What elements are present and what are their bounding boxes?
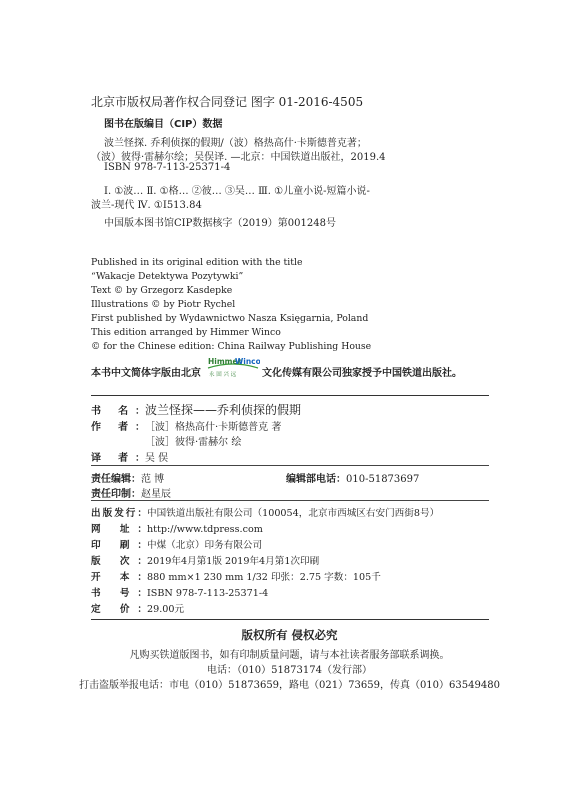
english-line-3: Text © by Grzegorz Kasdepke [91,285,233,296]
english-line-1: Published in its original edition with the title [91,257,303,268]
pub-value: 中煤（北京）印务有限公司 [147,540,263,551]
logo-en-1: Himmer [208,357,242,366]
license-text-before: 本书中文简体字版由北京 [91,368,201,379]
translator: 吴 俣 [145,453,169,464]
english-line-4: Illustrations © by Piotr Rychel [91,299,236,310]
english-line-6: This edition arranged by Himmer Winco [91,327,281,338]
book-title-row [91,401,301,418]
pub-label: 书 号： [91,588,147,599]
print-supervisor: 赵星辰 [141,489,171,500]
rights-line-2: 电话：（010）51873174（发行部） [207,665,372,676]
divider-bottom [91,619,489,620]
pub-label: 网 址： [91,524,147,535]
pub-value: http://www.tdpress.com [147,524,263,535]
pub-row [91,537,262,551]
pub-row [91,553,319,567]
pub-label: 版 次： [91,556,147,567]
logo-cn: 永 固 兴 远 [209,372,237,378]
pub-label: 定 价： [91,604,147,615]
illustrator: ［波］彼得·雷赫尔 绘 [145,437,242,448]
pub-row [91,601,184,615]
cip-line-2: （波）彼得·雷赫尔绘；吴俣译. —北京：中国铁道出版社，2019.4 [91,152,386,163]
english-line-5: First published by Wydawnictwo Nasza Księgarnia, Poland [91,313,369,324]
print-supervisor-row [91,485,171,500]
translator-row [91,449,168,464]
pub-row [91,521,263,535]
cip-classification-1: Ⅰ. ①波… Ⅱ. ①格… ②彼… ③吴… Ⅲ. ①儿童小说-短篇小说- [104,186,370,197]
pub-label: 印 刷： [91,540,147,551]
phone-label: 编辑部电话： [286,474,346,485]
english-line-2: “Wakacje Detektywa Pozytywki” [91,271,244,282]
logo-en-2: Winco [235,357,260,366]
cip-line-1: 波兰怪探. 乔利侦探的假期/（波）格热高什·卡斯德普克著； [104,138,367,149]
pub-row [91,585,268,599]
cip-isbn: ISBN 978-7-113-25371-4 [104,162,231,173]
phone-row [286,470,419,485]
divider-2 [91,465,489,466]
pub-row [91,505,439,519]
author-row [91,418,281,433]
print-supervisor-label: 责任印制： [91,489,141,500]
editor-label: 责任编辑： [91,474,141,485]
book-title-label: 书 名： [91,406,145,417]
pub-row [91,569,381,583]
cip-classification-2: 波兰-现代 Ⅳ. ①I513.84 [91,200,202,211]
pub-value: ISBN 978-7-113-25371-4 [147,588,269,599]
pub-value: 29.00元 [147,604,185,615]
pub-value: 2019年4月第1版 2019年4月第1次印刷 [147,556,320,567]
phone: 010-51873697 [346,474,420,485]
book-title: 波兰怪探——乔利侦探的假期 [145,403,302,417]
logo-icon [206,356,260,378]
translator-label: 译 者： [91,453,145,464]
pub-label: 出版发行： [91,508,147,519]
pub-value: 中国铁道出版社有限公司（100054，北京市西城区右安门西街8号） [147,508,440,519]
himmer-winco-logo [206,356,260,378]
rights-line-3: 打击盗版举报电话：市电（010）51873659，路电（021）73659，传真（010）63549480 [79,680,500,691]
license-text-after: 文化传媒有限公司独家授予中国铁道出版社。 [262,368,462,379]
author-label: 作 者： [91,422,145,433]
editor: 范 博 [141,474,165,485]
pub-label: 开 本： [91,572,147,583]
divider-top [91,395,489,396]
author: ［波］格热高什·卡斯德普克 著 [145,422,282,433]
english-line-7: © for the Chinese edition: China Railway Publishing House [91,341,372,352]
rights-heading: 版权所有 侵权必究 [241,628,338,642]
divider-3 [91,500,489,501]
editor-row [91,470,164,485]
cip-heading: 图书在版编目（CIP）数据 [104,119,223,130]
rights-line-1: 凡购买铁道版图书，如有印制质量问题，请与本社读者服务部联系调换。 [129,650,450,661]
cip-core-number: 中国版本图书馆CIP数据核字（2019）第001248号 [104,218,336,229]
copyright-register-line: 北京市版权局著作权合同登记 图字 01-2016-4505 [91,95,364,109]
pub-value: 880 mm×1 230 mm 1/32 印张：2.75 字数：105千 [147,572,381,583]
